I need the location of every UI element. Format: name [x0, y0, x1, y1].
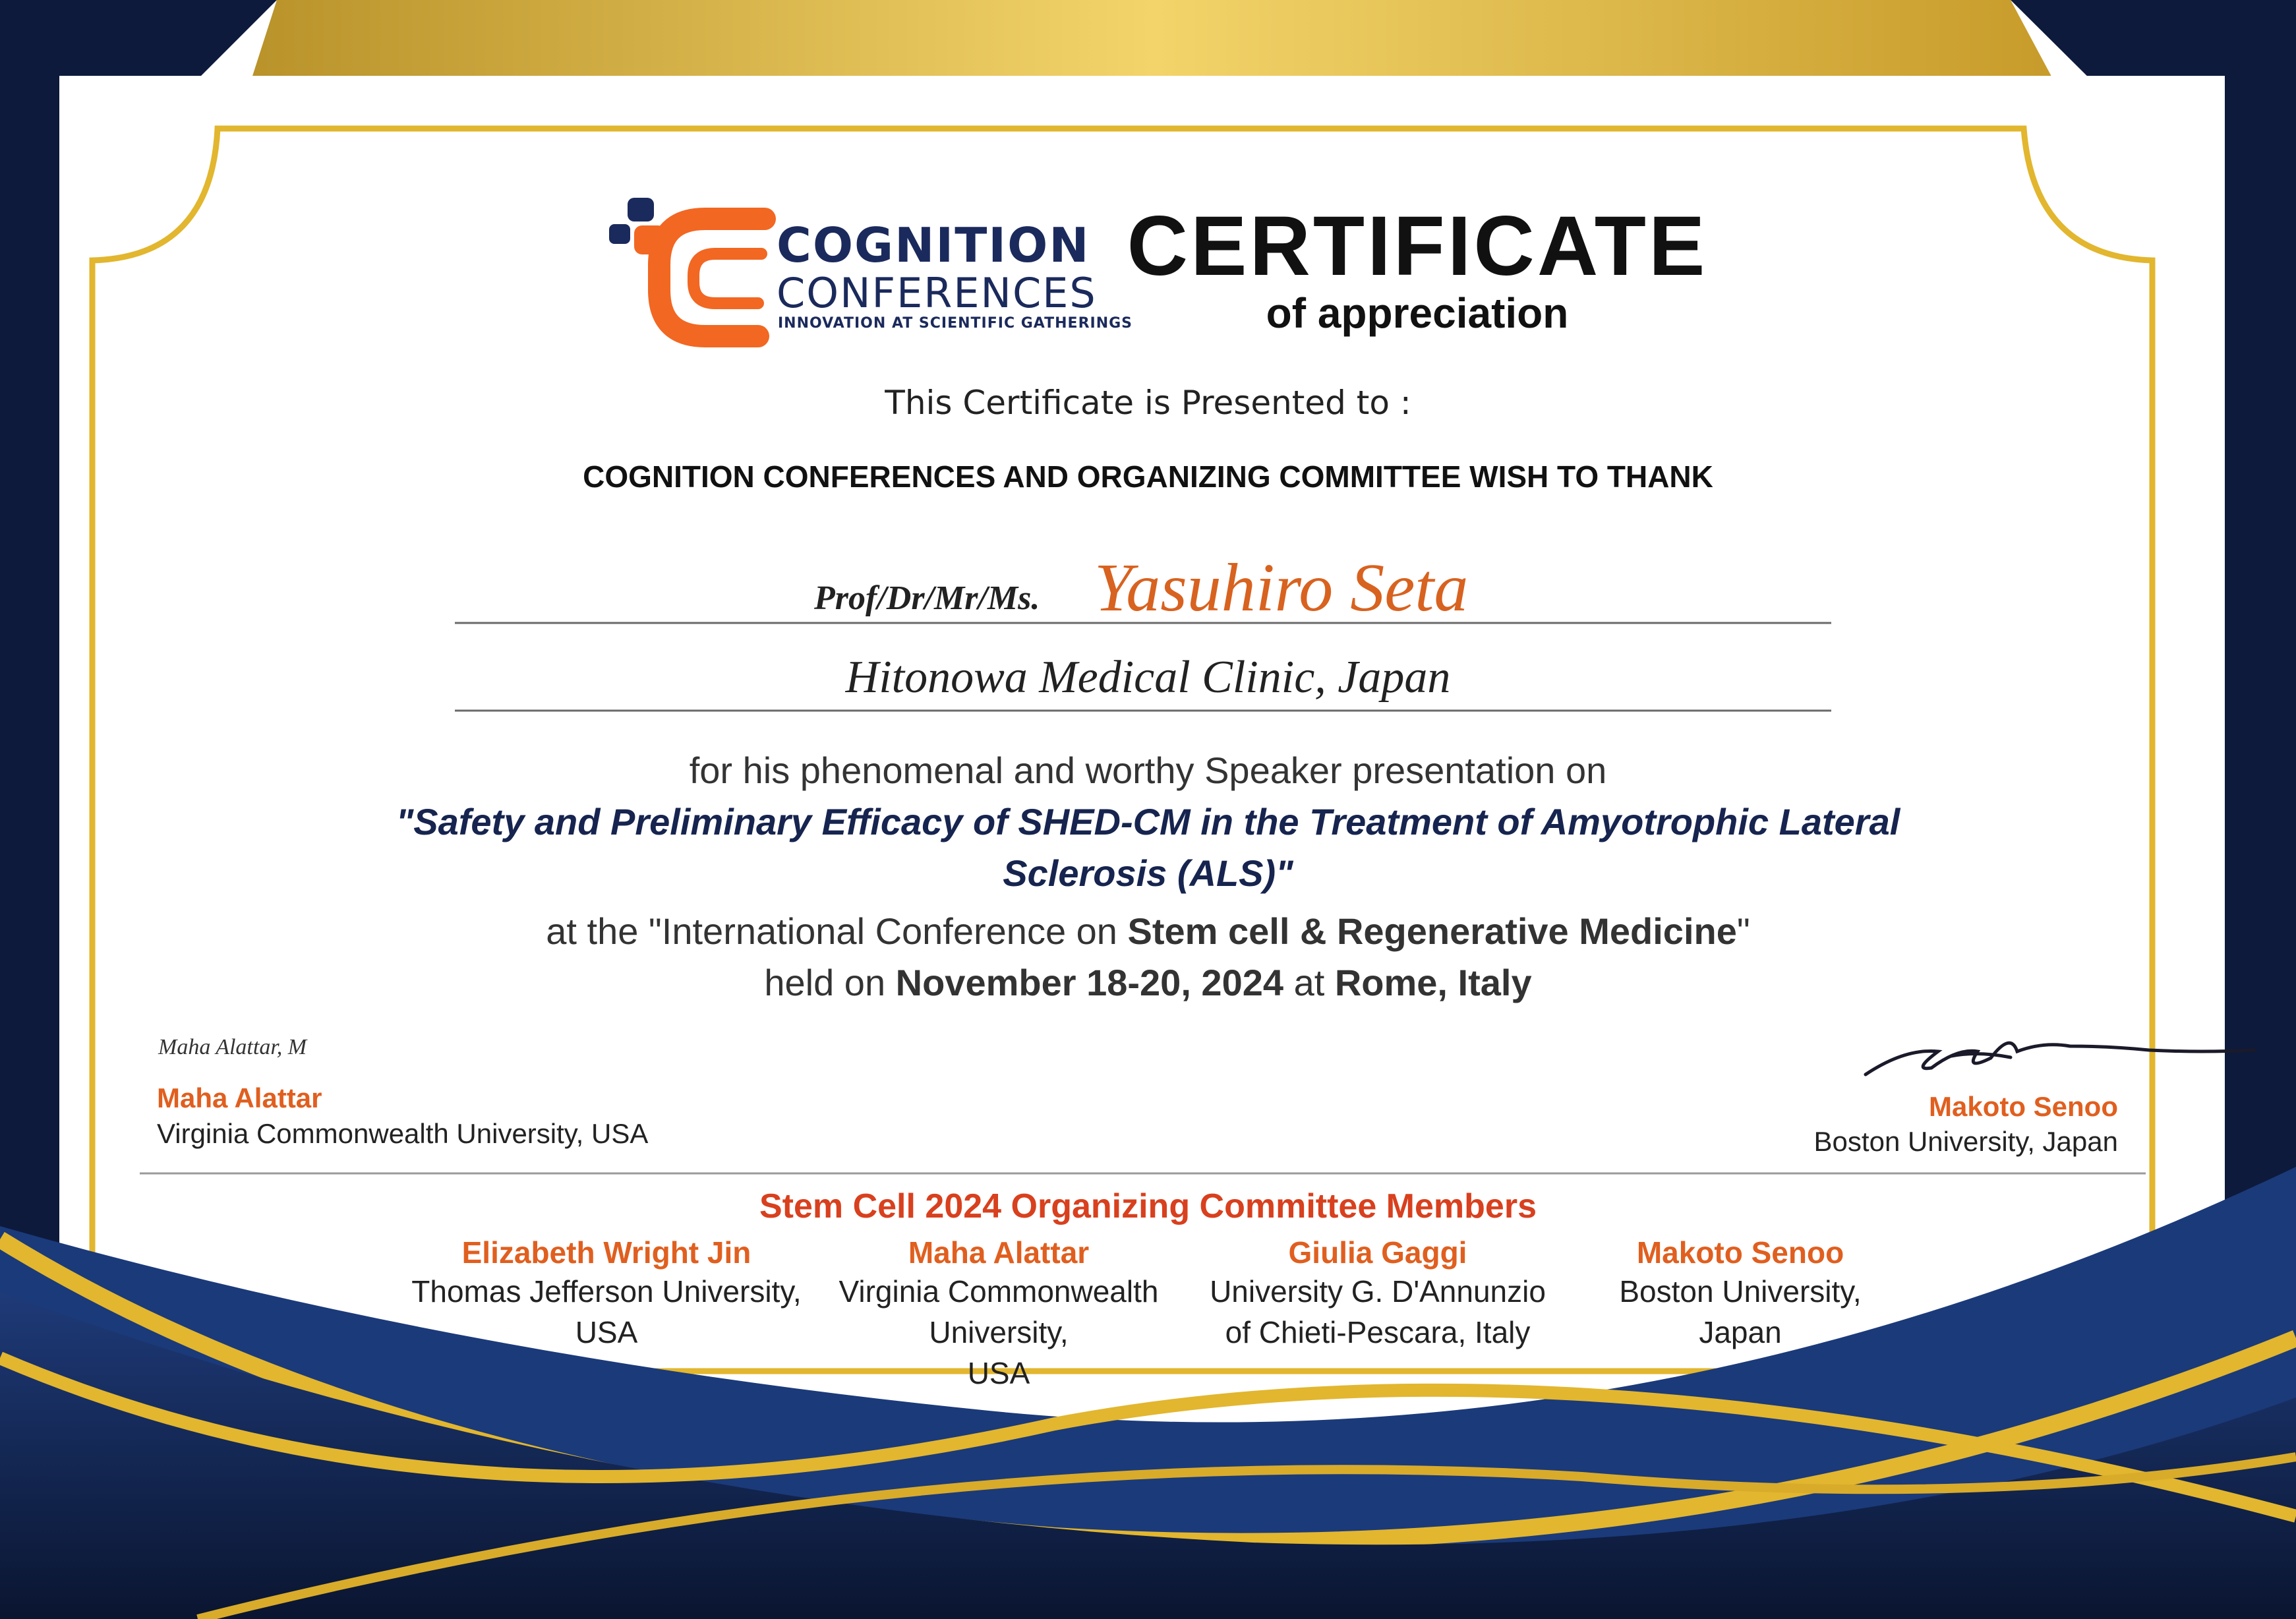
committee-member-name: Elizabeth Wright Jin [461, 1235, 751, 1270]
held-date: November 18-20, 2024 [895, 962, 1284, 1003]
committee-member-affiliation-line: USA [575, 1315, 638, 1349]
held-prefix: held on [764, 962, 896, 1003]
committee-member-affiliation-line: Thomas Jefferson University, [411, 1274, 802, 1309]
committee-member-name: Giulia Gaggi [1288, 1235, 1467, 1270]
held-place: Rome, Italy [1334, 962, 1532, 1003]
signature-right-affiliation: Boston University, Japan [1813, 1126, 2118, 1157]
thanks-line: COGNITION CONFERENCES AND ORGANIZING COMMITTEE WISH TO THANK [583, 459, 1713, 494]
committee-member-3 [1193, 1234, 1562, 1353]
committee-member-name: Makoto Senoo [1636, 1235, 1844, 1270]
committee-member-affiliation-line: University, [929, 1315, 1069, 1349]
conference-name: Stem cell & Regenerative Medicine [1127, 910, 1737, 952]
presentation-topic-line2: Sclerosis (ALS)" [1003, 852, 1293, 894]
signature-right-name: Makoto Senoo [1928, 1091, 2118, 1122]
presentation-intro: for his phenomenal and worthy Speaker presentation on [689, 750, 1607, 791]
committee-member-affiliation-line: USA [967, 1356, 1030, 1390]
logo-name-line1: COGNITION [777, 218, 1090, 273]
certificate-subtitle: of appreciation [1266, 289, 1569, 337]
committee-member-4 [1595, 1234, 1885, 1353]
held-mid: at [1283, 962, 1335, 1003]
committee-member-affiliation-line: Boston University, [1619, 1274, 1862, 1309]
signature-left-affiliation: Virginia Commonwealth University, USA [157, 1118, 649, 1149]
presented-to-line: This Certificate is Presented to : [885, 384, 1411, 422]
logo-tagline: INNOVATION AT SCIENTIFIC GATHERINGS [778, 315, 1133, 332]
committee-member-1 [386, 1234, 827, 1353]
committee-heading: Stem Cell 2024 Organizing Committee Members [759, 1187, 1537, 1225]
conference-line-prefix: at the "International Conference on [546, 910, 1128, 952]
committee-member-name: Maha Alattar [908, 1235, 1090, 1270]
certificate-title: CERTIFICATE [1127, 199, 1708, 293]
committee-member-2 [817, 1234, 1180, 1394]
committee-member-affiliation-line: Virginia Commonwealth [839, 1274, 1159, 1309]
signature-left-name: Maha Alattar [157, 1082, 322, 1113]
committee-member-affiliation-line: of Chieti-Pescara, Italy [1225, 1315, 1531, 1349]
conference-line-suffix: " [1736, 910, 1750, 952]
recipient-name: Yasuhiro Seta [1094, 550, 1469, 626]
logo-name-line2: CONFERENCES [777, 269, 1097, 317]
conference-line [0, 910, 2296, 953]
recipient-affiliation: Hitonowa Medical Clinic, Japan [845, 652, 1451, 703]
committee-member-affiliation-line: Japan [1699, 1315, 1782, 1349]
signature-left-script: Maha Alattar, M [158, 1035, 307, 1059]
held-line [0, 961, 2296, 1004]
committee-member-affiliation-line: University G. D'Annunzio [1210, 1274, 1546, 1309]
recipient-prefix: Prof/Dr/Mr/Ms. [814, 579, 1040, 617]
presentation-topic-line1: "Safety and Preliminary Efficacy of SHED-CM in the Treatment of Amyotrophic Lateral [396, 801, 1900, 842]
